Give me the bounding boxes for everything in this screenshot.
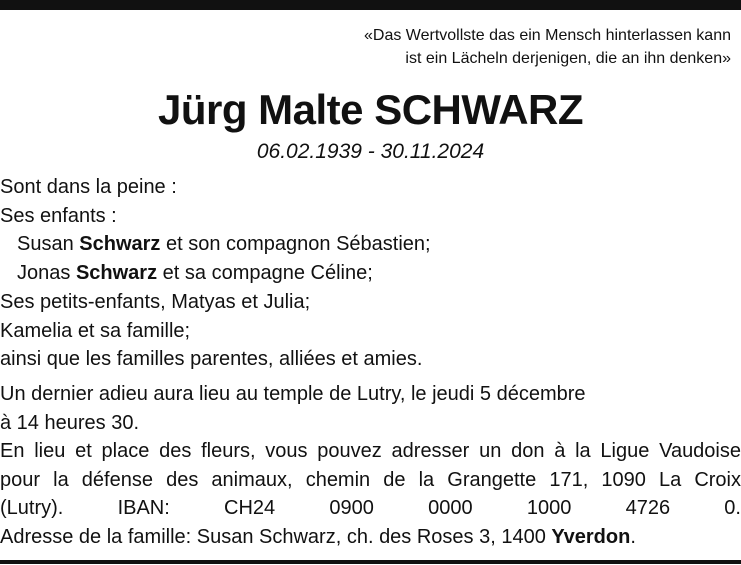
life-dates: 06.02.1939 - 30.11.2024	[256, 140, 485, 163]
donation-line-3: (Lutry). IBAN: CH24 0900 0000 1000 4726 0.	[0, 497, 741, 519]
mourners-list	[0, 173, 741, 374]
donation-line-2: pour la défense des animaux, chemin de la Grangette 171, 1090 La Croix	[0, 468, 741, 491]
address-end: .	[630, 525, 636, 548]
child-partner: et sa compagne Céline;	[157, 262, 373, 285]
child-last-name: Schwarz	[79, 233, 161, 256]
family-address	[0, 523, 741, 552]
donation-line-1: En lieu et place des fleurs, vous pouvez adresser un don à la Ligue Vaudoise	[0, 440, 741, 462]
quote-line-2: ist ein Lächeln derjenigen, die an ihn denken»	[405, 50, 731, 67]
ceremony-details	[0, 380, 741, 551]
mourners-intro: Sont dans la peine :	[0, 176, 177, 198]
child-last-name: Schwarz	[75, 262, 158, 285]
child-first-name: Susan	[17, 233, 80, 256]
ceremony-line-1: Un dernier adieu aura lieu au temple de Lutry, le jeudi 5 décembre	[0, 383, 586, 405]
families-entry: ainsi que les familles parentes, alliées et amies.	[0, 348, 423, 371]
deceased-name: Jürg Malte SCHWARZ	[157, 86, 584, 133]
ceremony-line-2: à 14 heures 30.	[0, 411, 139, 434]
top-border-rule	[0, 0, 741, 10]
child-first-name: Jonas	[17, 262, 76, 285]
child-partner: et son compagnon Sébastien;	[160, 233, 431, 256]
address-city: Yverdon	[551, 525, 631, 548]
epigraph-quote	[364, 24, 731, 70]
child-entry-jonas	[0, 259, 741, 288]
bottom-border-rule	[0, 560, 741, 564]
children-label: Ses enfants :	[0, 204, 117, 227]
quote-line-1: «Das Wertvollste das ein Mensch hinterlassen kann	[364, 27, 731, 44]
other-mourner-entry: Kamelia et sa famille;	[0, 319, 191, 342]
grandchildren-entry: Ses petits-enfants, Matyas et Julia;	[0, 290, 311, 313]
address-text: Adresse de la famille: Susan Schwarz, ch. des Roses 3, 1400	[0, 525, 552, 548]
child-entry-susan	[0, 230, 741, 259]
